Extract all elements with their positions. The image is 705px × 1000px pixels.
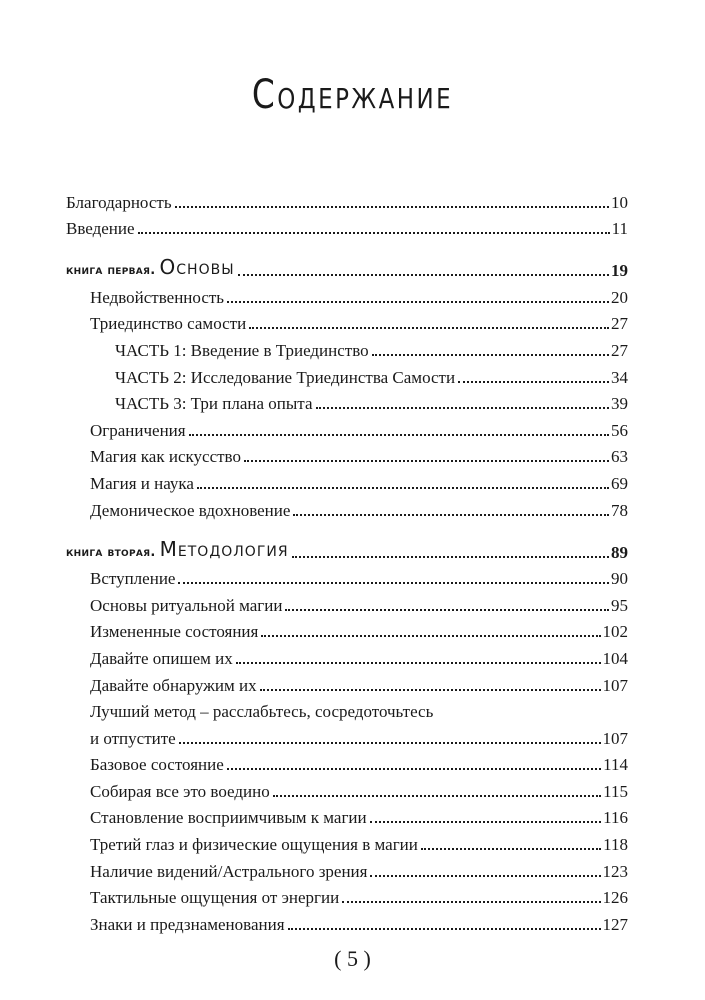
toc-entry-page: 39 (611, 394, 628, 414)
toc-entry-page: 10 (611, 192, 628, 212)
toc-entry-label: Становление восприимчивым к магии (90, 808, 367, 828)
toc-entry-page: 123 (602, 861, 628, 881)
toc-entry-page: 126 (602, 888, 628, 908)
dot-leader (288, 928, 601, 930)
toc-entry-label: Магия и наука (90, 473, 194, 493)
toc-entry-acknowledgements[interactable] (66, 186, 628, 213)
toc-entry-page: 127 (602, 914, 628, 934)
toc-entry-label: Демоническое вдохновение (90, 500, 291, 520)
toc-entry-label: ЧАСТЬ 1: Введение в Триединство (115, 340, 369, 360)
toc-book-one-heading[interactable] (66, 239, 628, 281)
toc-entry-label: Давайте опишем их (90, 648, 233, 668)
dot-leader (292, 556, 609, 558)
toc-entry-page: 114 (603, 755, 628, 775)
dot-leader (179, 742, 601, 744)
toc-entry[interactable] (66, 908, 628, 935)
toc-entry-label: Триединство самости (90, 314, 247, 334)
toc-entry-label: ЧАСТЬ 3: Три плана опыта (115, 394, 313, 414)
toc-entry-page: 115 (603, 781, 628, 801)
toc-entry[interactable] (66, 775, 628, 802)
toc-entry-page: 27 (611, 340, 628, 360)
dot-leader (238, 274, 609, 276)
toc-subentry[interactable] (66, 361, 628, 388)
toc-entry[interactable] (66, 414, 628, 441)
toc-entry-page: 107 (602, 675, 628, 695)
toc-entry-page: 19 (611, 261, 628, 281)
toc-entry[interactable] (66, 828, 628, 855)
toc-entry[interactable] (66, 467, 628, 494)
page-number: ( 5 ) (334, 946, 371, 971)
toc-entry-label: Третий глаз и физические ощущения в магии (90, 835, 418, 855)
dot-leader (227, 301, 609, 303)
toc-entry[interactable] (66, 616, 628, 643)
toc-entry-page: 107 (602, 728, 628, 748)
toc-entry[interactable] (66, 494, 628, 521)
dot-leader (316, 407, 610, 409)
toc-entry-label: Наличие видений/Астрального зрения (90, 861, 368, 881)
toc-entry[interactable] (66, 441, 628, 468)
toc-subentry[interactable] (66, 388, 628, 415)
dot-leader (175, 206, 609, 208)
toc-entry-label: Измененные состояния (90, 622, 259, 642)
toc-entry-page: 11 (611, 219, 628, 239)
dot-leader (197, 487, 609, 489)
dot-leader (260, 689, 601, 691)
dot-leader (244, 460, 609, 462)
toc-entry-page: 20 (611, 287, 628, 307)
toc-entry-label: Введение (66, 219, 135, 239)
toc-entry-page: 27 (611, 314, 628, 334)
book-name: Методология (159, 536, 289, 561)
toc-entry[interactable] (66, 722, 628, 749)
toc-entry[interactable] (66, 642, 628, 669)
toc-entry[interactable] (66, 669, 628, 696)
dot-leader (249, 327, 609, 329)
page-title: Содержание (251, 72, 454, 118)
toc-entry-label: Вступление (90, 569, 176, 589)
dot-leader (273, 795, 601, 797)
toc-entry-label: Базовое состояние (90, 755, 224, 775)
toc-entry-label: Недвойственность (90, 287, 225, 307)
dot-leader (189, 434, 609, 436)
toc-entry-page: 95 (611, 595, 628, 615)
toc-entry-first-line[interactable] (66, 696, 628, 723)
toc-entry[interactable] (66, 281, 628, 308)
toc-entry-label: Лучший метод – расслабьтесь, сосредоточьтесь (90, 702, 434, 722)
toc-entry-label: Собирая все это воедино (90, 781, 270, 801)
dot-leader (261, 635, 600, 637)
toc-entry-page: 56 (611, 420, 628, 440)
toc-entry-page: 104 (602, 648, 628, 668)
dot-leader (285, 609, 609, 611)
toc-subentry[interactable] (66, 334, 628, 361)
toc-entry[interactable] (66, 563, 628, 590)
toc-entry-page: 89 (611, 542, 628, 562)
toc-entry[interactable] (66, 882, 628, 909)
toc-entry-introduction[interactable] (66, 213, 628, 240)
toc-entry-label: Ограничения (90, 420, 186, 440)
toc-entry-label: Тактильные ощущения от энергии (90, 888, 340, 908)
toc-entry-label: Магия как искусство (90, 447, 241, 467)
toc-entry-label: Давайте обнаружим их (90, 675, 257, 695)
toc-entry-label: Благодарность (66, 192, 172, 212)
book-prefix: книга первая. (66, 263, 156, 279)
dot-leader (372, 354, 609, 356)
dot-leader (421, 848, 601, 850)
toc-entry[interactable] (66, 589, 628, 616)
dot-leader (178, 582, 609, 584)
toc-book-two-heading[interactable] (66, 521, 628, 563)
toc-entry[interactable] (66, 802, 628, 829)
toc-entry-page: 78 (611, 500, 628, 520)
toc-entry-label: Основы ритуальной магии (90, 595, 283, 615)
toc-entry-page: 116 (603, 808, 628, 828)
book-prefix: книга вторая. (66, 544, 156, 560)
dot-leader (236, 662, 601, 664)
toc-entry-label: Знаки и предзнаменования (90, 914, 285, 934)
toc-entry[interactable] (66, 308, 628, 335)
toc-entry-label: и отпустите (90, 728, 176, 748)
toc-entry-page: 102 (602, 622, 628, 642)
toc-entry[interactable] (66, 855, 628, 882)
toc-entry-label: ЧАСТЬ 2: Исследование Триединства Самости (115, 367, 456, 387)
dot-leader (370, 875, 600, 877)
toc-entry-page: 118 (603, 835, 628, 855)
dot-leader (293, 514, 609, 516)
toc-entry-page: 90 (611, 569, 628, 589)
toc-entry[interactable] (66, 749, 628, 776)
dot-leader (370, 821, 602, 823)
toc-entry-page: 69 (611, 473, 628, 493)
table-of-contents (66, 186, 628, 935)
dot-leader (227, 768, 601, 770)
book-name: Основы (159, 255, 235, 280)
toc-entry-page: 34 (611, 367, 628, 387)
dot-leader (342, 901, 600, 903)
dot-leader (458, 381, 609, 383)
toc-entry-page: 63 (611, 447, 628, 467)
dot-leader (138, 232, 610, 234)
